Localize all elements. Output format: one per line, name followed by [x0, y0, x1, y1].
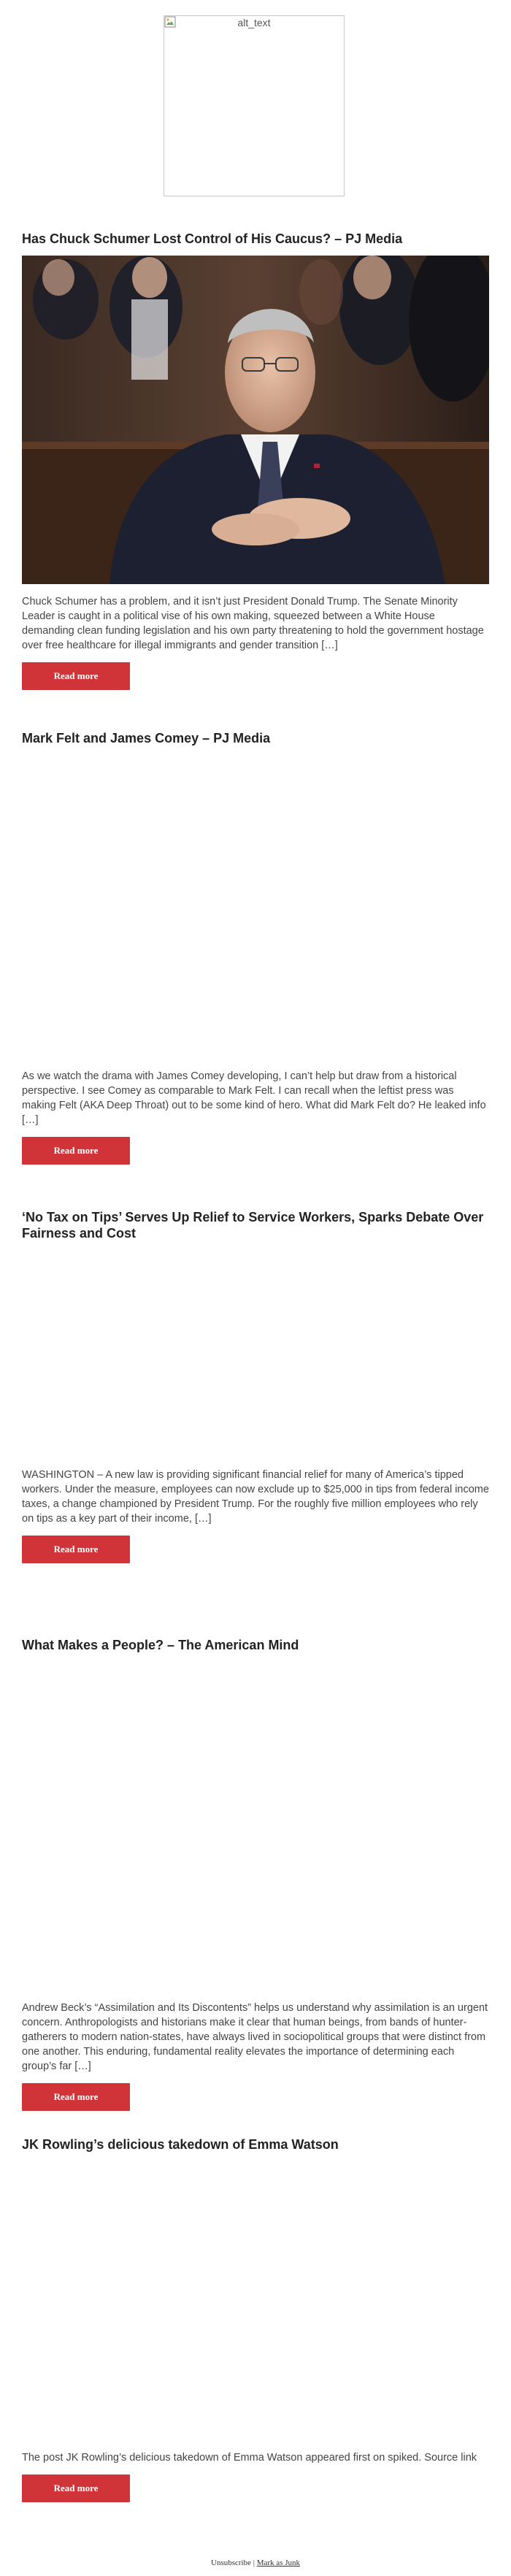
email-footer — [0, 2558, 511, 2567]
read-more-button[interactable]: Read more — [22, 1536, 130, 1563]
article-excerpt: WASHINGTON – A new law is providing significant financial relief for many of America’s tipped workers. Under the measure, employees can now exclude up to $25,000 in tips from federal income taxes, a change championed by President Trump. For the roughly five million employees who rely on tips as a key part of their income, […] — [22, 1469, 489, 1525]
logo-alt-text: alt_text — [237, 17, 271, 28]
article-image-placeholder[interactable] — [22, 1241, 489, 1468]
article-image-placeholder[interactable] — [22, 746, 489, 1069]
article-excerpt: The post JK Rowling’s delicious takedown of Emma Watson appeared first on spiked. Source link — [22, 2452, 477, 2464]
read-more-button[interactable]: Read more — [22, 1137, 130, 1165]
article-item — [22, 1637, 489, 2111]
article-item — [22, 2136, 489, 2502]
read-more-button[interactable]: Read more — [22, 2475, 130, 2502]
article-excerpt: Andrew Beck’s “Assimilation and Its Discontents” helps us understand why assimilation is an urgent concern. Anthropologists and historians make it clear that human beings, from bands of hunter-gatherers to modern nation-states, have always lived in sociopolitical groups that were distinct from one another. This enduring, fundamental reality elevates the importance of determining each group’s far […] — [22, 2002, 488, 2072]
article-title[interactable]: Has Chuck Schumer Lost Control of His Caucus? – PJ Media — [22, 231, 403, 246]
article-item — [22, 231, 489, 690]
article-title[interactable]: Mark Felt and James Comey – PJ Media — [22, 731, 271, 745]
article-excerpt: Chuck Schumer has a problem, and it isn’t just President Donald Trump. The Senate Minority Leader is caught in a political vise of his own making, squeezed between a White House demanding clean funding legislation and his own party threatening to hold the government hostage over free healthcare for illegal immigrants and gender transition […] — [22, 596, 484, 651]
mark-as-junk-link[interactable]: Mark as Junk — [256, 2558, 300, 2567]
article-image-placeholder[interactable] — [22, 2153, 489, 2450]
article-item — [22, 730, 489, 1165]
article-title[interactable]: ‘No Tax on Tips’ Serves Up Relief to Service Workers, Sparks Debate Over Fairness and Cost — [22, 1210, 484, 1241]
unsubscribe-link[interactable]: Unsubscribe — [211, 2558, 251, 2567]
article-title[interactable]: What Makes a People? – The American Mind — [22, 1638, 299, 1652]
footer-separator: | — [251, 2558, 257, 2567]
read-more-button[interactable]: Read more — [22, 2083, 130, 2111]
article-image-placeholder[interactable] — [22, 1653, 489, 2001]
article-item — [22, 1209, 489, 1563]
article-title[interactable]: JK Rowling’s delicious takedown of Emma Watson — [22, 2137, 339, 2152]
article-excerpt: As we watch the drama with James Comey developing, I can’t help but draw from a historical perspective. I see Comey as comparable to Mark Felt. I can recall when the leftist press was making Felt (AKA Deep Throat) out to be some kind of hero. What did Mark Felt do? He leaked info […] — [22, 1070, 486, 1126]
article-photo[interactable] — [22, 256, 489, 584]
header-logo-image — [164, 15, 345, 196]
read-more-button[interactable]: Read more — [22, 662, 130, 690]
